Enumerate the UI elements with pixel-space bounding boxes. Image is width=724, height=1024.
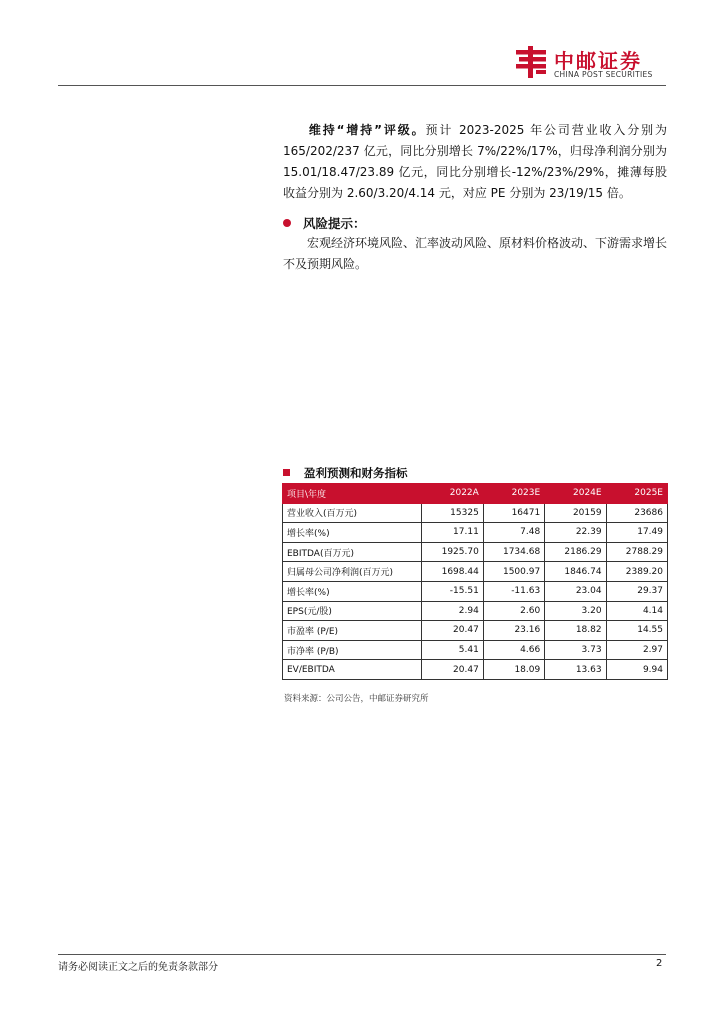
brand-name-cn: 中邮证券 [554, 49, 642, 73]
header-cell: 2025E [606, 484, 667, 504]
financial-forecast-table [282, 483, 668, 680]
risk-title-text: 风险提示： [303, 216, 366, 231]
table-cell: 2788.29 [606, 542, 667, 562]
table-cell: 20.47 [422, 621, 483, 641]
table-source-note: 资料来源：公司公告，中邮证券研究所 [284, 694, 429, 704]
page-number: 2 [656, 958, 663, 969]
table-row [283, 562, 668, 582]
table-cell: 3.20 [545, 601, 606, 621]
row-label: 归属母公司净利润(百万元) [283, 562, 422, 582]
row-label: EBITDA(百万元) [283, 542, 422, 562]
table-cell: 18.09 [483, 660, 544, 680]
table-title [283, 465, 408, 481]
table-cell: 2.94 [422, 601, 483, 621]
table-cell: 4.66 [483, 640, 544, 660]
table-row [283, 523, 668, 543]
table-row [283, 581, 668, 601]
table-cell: 29.37 [606, 581, 667, 601]
header-cell: 2022A [422, 484, 483, 504]
table-cell: 2186.29 [545, 542, 606, 562]
table-cell: 22.39 [545, 523, 606, 543]
table-title-text: 盈利预测和财务指标 [304, 466, 408, 480]
table-cell: 1846.74 [545, 562, 606, 582]
table-cell: 4.14 [606, 601, 667, 621]
bullet-dot-icon [283, 219, 291, 227]
table-cell: 15325 [422, 503, 483, 523]
table-cell: 17.11 [422, 523, 483, 543]
row-label: 增长率(%) [283, 523, 422, 543]
row-label: EV/EBITDA [283, 660, 422, 680]
table-header-row [283, 484, 668, 504]
square-bullet-icon [283, 469, 290, 476]
table-row [283, 660, 668, 680]
table-cell: 20159 [545, 503, 606, 523]
table-cell: 1734.68 [483, 542, 544, 562]
china-post-securities-logo [514, 44, 664, 84]
page-header [0, 0, 724, 90]
risk-heading [283, 214, 366, 232]
table-cell: -11.63 [483, 581, 544, 601]
footer-divider [58, 954, 666, 955]
table-cell: 5.41 [422, 640, 483, 660]
table-cell: 23686 [606, 503, 667, 523]
table-row [283, 621, 668, 641]
header-cell: 项目\年度 [283, 484, 422, 504]
header-cell: 2024E [545, 484, 606, 504]
row-label: 市净率 (P/B) [283, 640, 422, 660]
table-cell: 1925.70 [422, 542, 483, 562]
table-cell: 23.16 [483, 621, 544, 641]
footer-disclaimer: 请务必阅读正文之后的免责条款部分 [58, 962, 218, 973]
table-cell: 1698.44 [422, 562, 483, 582]
risk-text: 宏观经济环境风险、汇率波动风险、原材料价格波动、下游需求增长不及预期风险。 [283, 236, 668, 271]
table-cell: 1500.97 [483, 562, 544, 582]
row-label: 市盈率 (P/E) [283, 621, 422, 641]
table-cell: 16471 [483, 503, 544, 523]
table-row [283, 601, 668, 621]
table-cell: 9.94 [606, 660, 667, 680]
header-divider [58, 85, 666, 86]
table-cell: 17.49 [606, 523, 667, 543]
table-cell: 2.97 [606, 640, 667, 660]
table-cell: 14.55 [606, 621, 667, 641]
table-cell: 2.60 [483, 601, 544, 621]
row-label: 营业收入(百万元) [283, 503, 422, 523]
table-row [283, 542, 668, 562]
table-cell: 18.82 [545, 621, 606, 641]
risk-paragraph [283, 233, 667, 275]
table-cell: 13.63 [545, 660, 606, 680]
brand-name-en: CHINA POST SECURITIES [554, 70, 653, 79]
row-label: EPS(元/股) [283, 601, 422, 621]
rating-text: 预计 2023-2025 年公司营业收入分别为 165/202/237 亿元，同比分别增长 7%/22%/17%，归母净利润分别为 15.01/18.47/23.89 亿元，同比分别增长-12%/23%/29%，摊薄每股收益分别为 2.60/3.20/4.14 元，对应 PE 分别为 23/19/15 倍。 [283, 123, 667, 200]
table-cell: 23.04 [545, 581, 606, 601]
china-post-emblem-icon [514, 44, 550, 80]
row-label: 增长率(%) [283, 581, 422, 601]
table-cell: -15.51 [422, 581, 483, 601]
table-row [283, 503, 668, 523]
rating-paragraph [283, 120, 667, 204]
table-row [283, 640, 668, 660]
rating-lead: 维持“增持”评级。 [307, 123, 426, 137]
table-cell: 7.48 [483, 523, 544, 543]
table-cell: 3.73 [545, 640, 606, 660]
header-cell: 2023E [483, 484, 544, 504]
table-cell: 2389.20 [606, 562, 667, 582]
table-cell: 20.47 [422, 660, 483, 680]
